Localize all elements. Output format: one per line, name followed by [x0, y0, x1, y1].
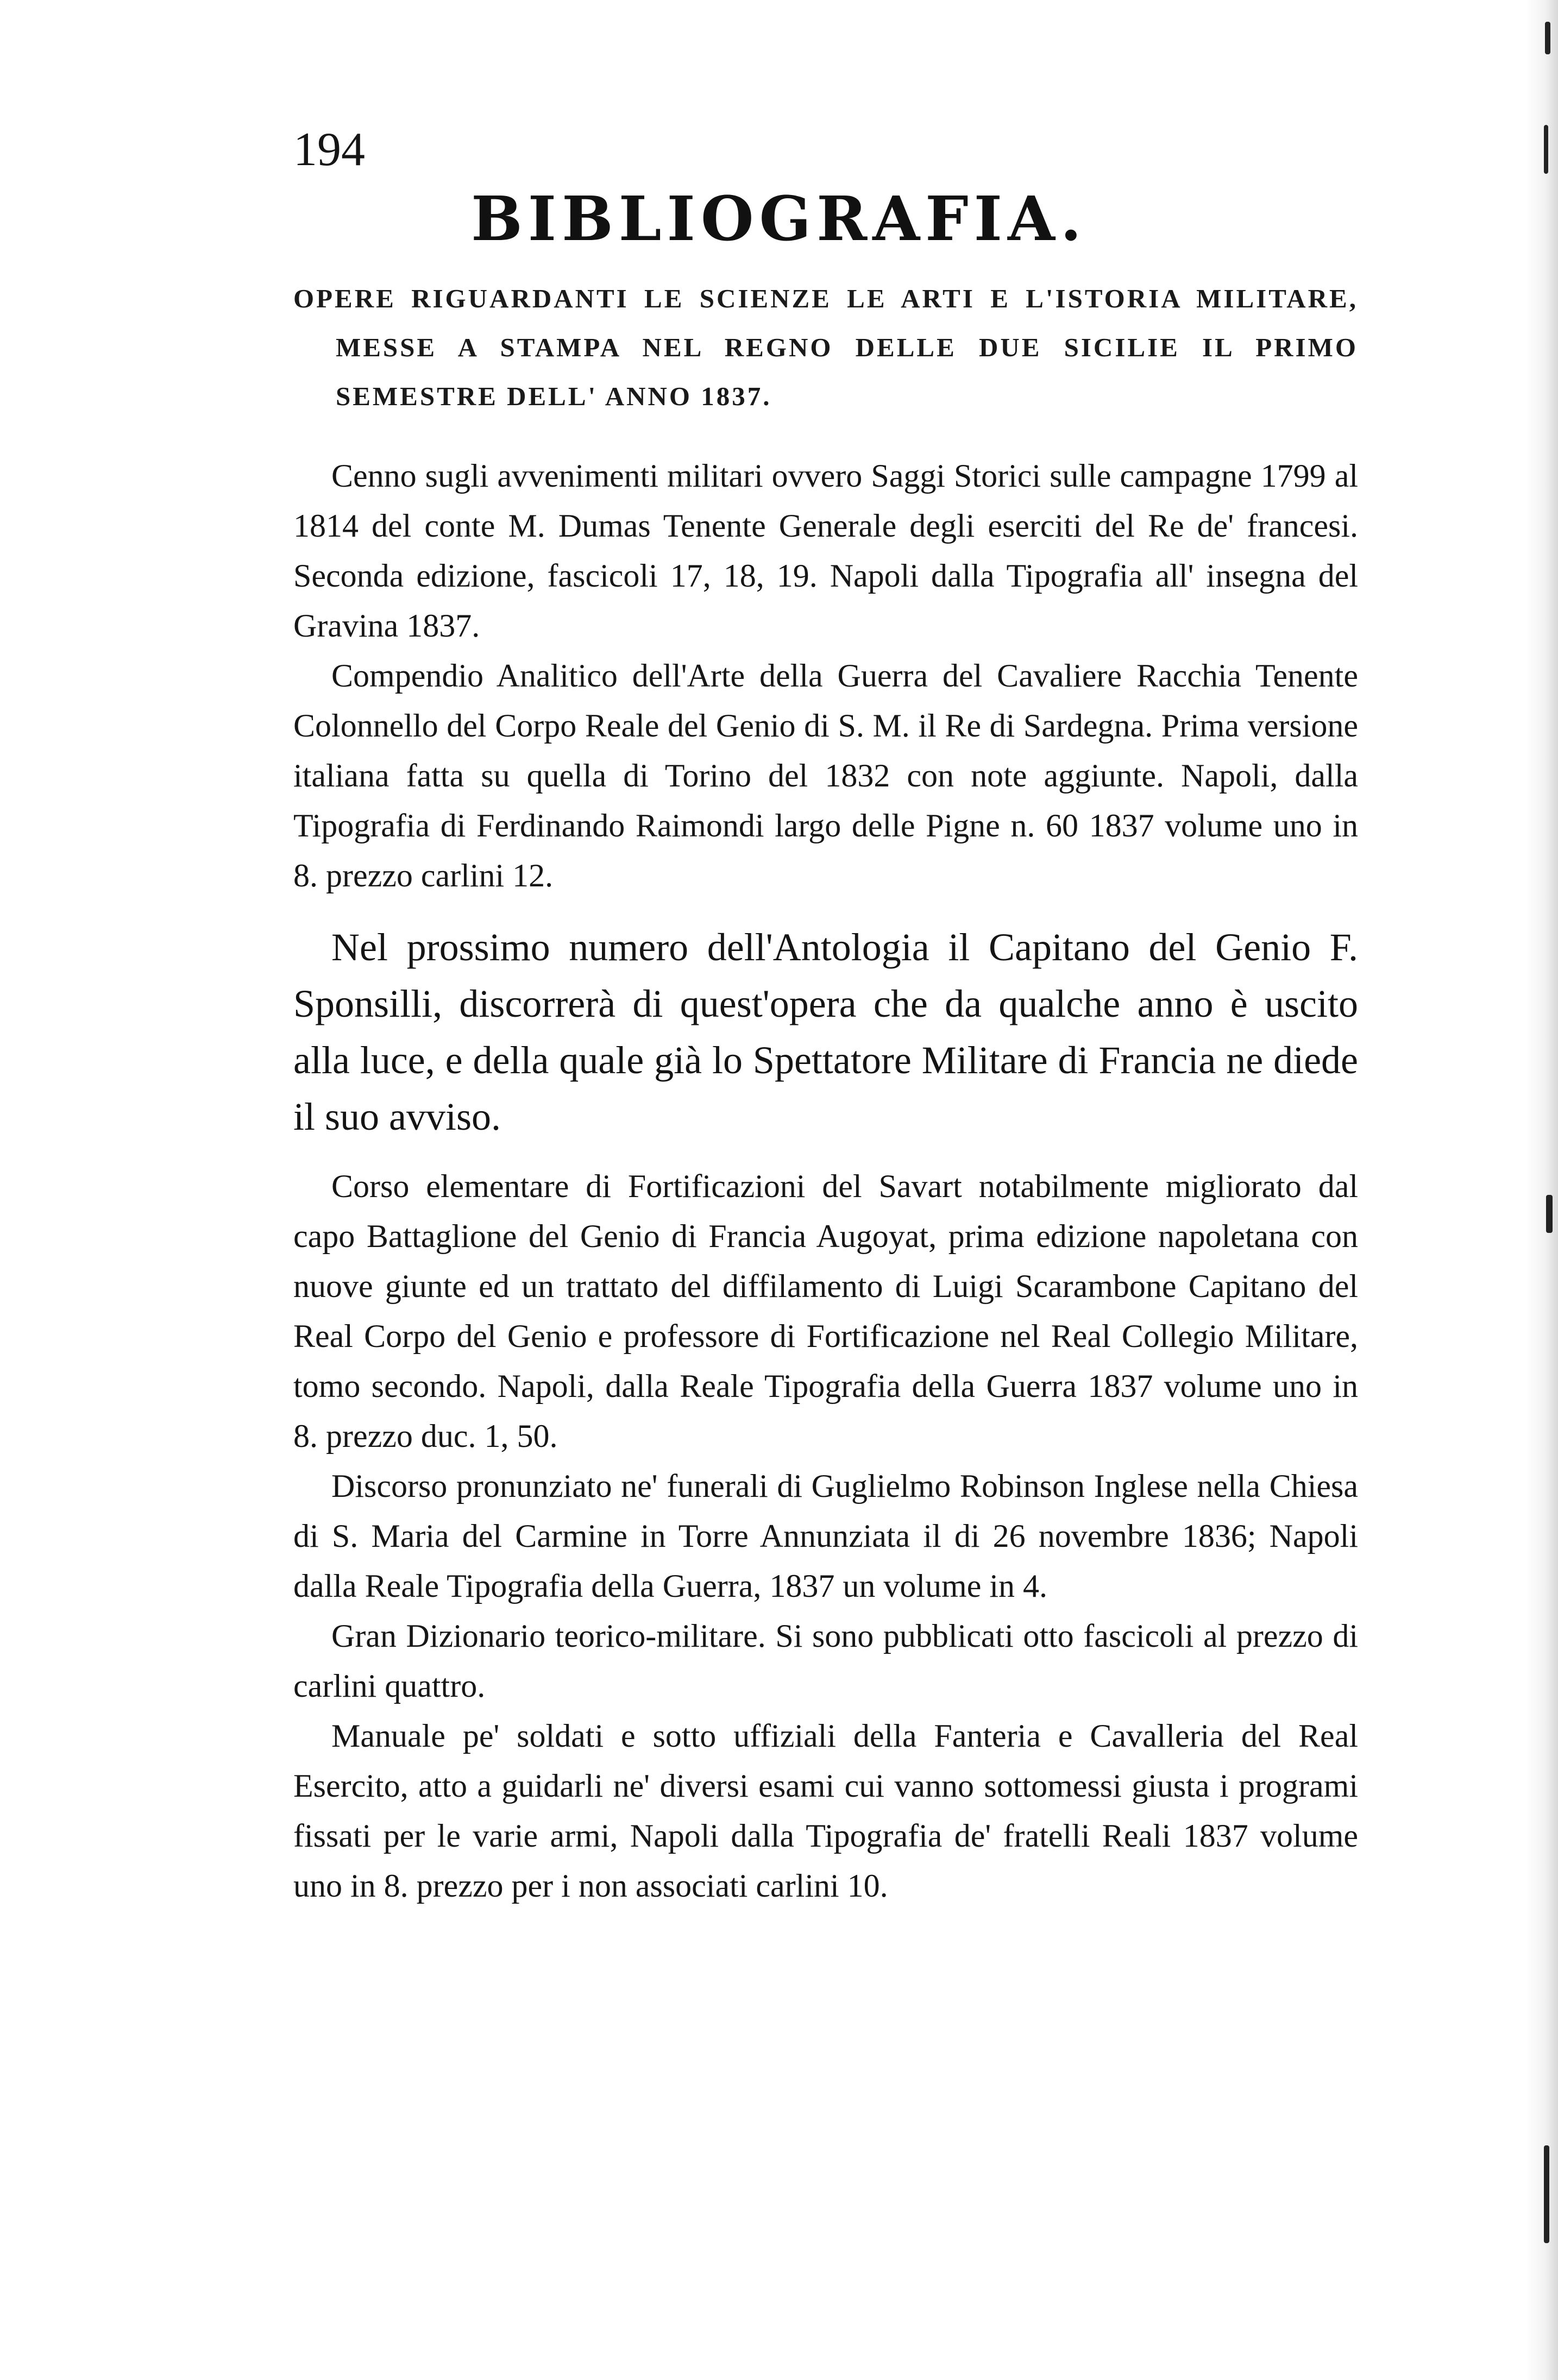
page-edge-shadow — [1525, 0, 1558, 2380]
edge-speck — [1546, 1195, 1553, 1233]
section-heading — [293, 274, 1358, 421]
page-number: 194 — [293, 123, 365, 176]
edge-speck — [1544, 2145, 1549, 2243]
bibliography-entry: Cenno sugli avvenimenti militari ovvero Saggi Storici sulle campagne 1799 al 1814 del conte M. Dumas Tenente Generale degli eserciti del Re de' francesi. Seconda edizione, fascicoli 17, 18, 19. Napoli dalla Tipografia all' insegna del Gravina 1837. — [293, 458, 1358, 644]
bibliography-entries — [293, 451, 1358, 1911]
bibliography-entry: Corso elementare di Fortificazioni del Savart notabilmente migliorato dal capo Battaglione del Genio di Francia Augoyat, prima edizione napoletana con nuove giunte ed un trattato del diffilamento di Luigi Scarambone Capitano del Real Corpo del Genio e professore di Fortificazione nel Real Collegio Militare, tomo secondo. Napoli, dalla Reale Tipografia della Guerra 1837 volume uno in 8. prezzo duc. 1, 50. — [293, 1168, 1358, 1454]
section-heading-text: OPERE RIGUARDANTI LE SCIENZE LE ARTI E L'ISTORIA MILITARE, MESSE A STAMPA NEL REGNO DELLE DUE SICILIE IL PRIMO SEMESTRE DELL' ANNO 1837. — [293, 284, 1358, 411]
bibliography-entry: Gran Dizionario teorico-militare. Si sono pubblicati otto fascicoli al prezzo di carlini quattro. — [293, 1618, 1358, 1704]
edge-speck — [1545, 22, 1550, 54]
bibliography-entry: Discorso pronunziato ne' funerali di Guglielmo Robinson Inglese nella Chiesa di S. Maria del Carmine in Torre Annunziata il di 26 novembre 1836; Napoli dalla Reale Tipografia della Guerra, 1837 un volume in 4. — [293, 1468, 1358, 1604]
announcement-paragraph: Nel prossimo numero dell'Antologia il Capitano del Genio F. Sponsilli, discorrerà di quest'opera che da qualche anno è uscito alla luce, e della quale già lo Spettatore Militare di Francia ne diede il suo avviso. — [293, 925, 1358, 1138]
bibliography-entry: Compendio Analitico dell'Arte della Guerra del Cavaliere Racchia Tenente Colonnello del Corpo Reale del Genio di S. M. il Re di Sardegna. Prima versione italiana fatta su quella di Torino del 1832 con note aggiunte. Napoli, dalla Tipografia di Ferdinando Raimondi largo delle Pigne n. 60 1837 volume uno in 8. prezzo carlini 12. — [293, 658, 1358, 893]
edge-speck — [1544, 125, 1548, 174]
bibliography-entry: Manuale pe' soldati e sotto uffiziali della Fanteria e Cavalleria del Real Esercito, atto a guidarli ne' diversi esami cui vanno sottomessi giusta i programi fissati per le varie armi, Napoli dalla Tipografia de' fratelli Reali 1837 volume uno in 8. prezzo per i non associati carlini 10. — [293, 1718, 1358, 1904]
page-title: BIBLIOGRAFIA. — [471, 184, 1087, 255]
